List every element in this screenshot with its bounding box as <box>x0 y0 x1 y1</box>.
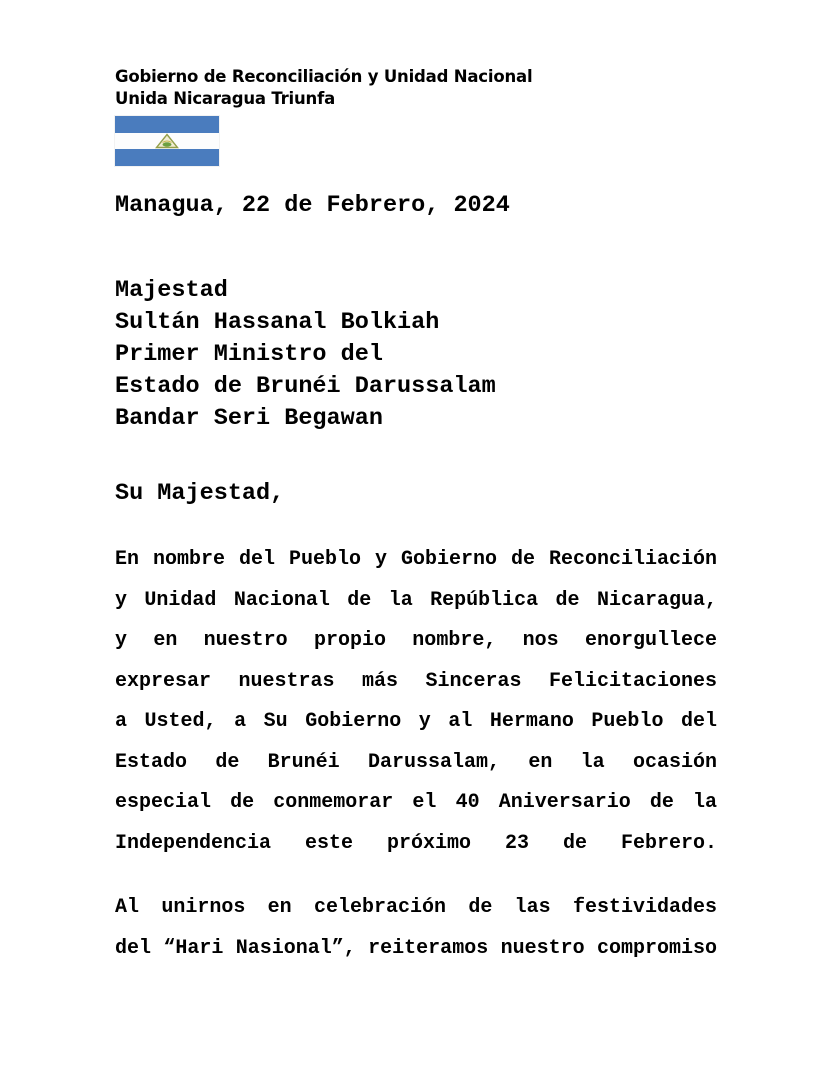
paragraph-1-line: y Unidad Nacional de la República de Nicaragua, <box>115 588 717 612</box>
paragraph-2 <box>115 888 717 969</box>
recipient-line-city: Bandar Seri Begawan <box>115 405 383 432</box>
letterhead <box>115 66 717 166</box>
paragraph-1-line: Estado de Brunéi Darussalam, en la ocasión <box>115 750 717 774</box>
paragraph-1-line: y en nuestro propio nombre, nos enorgullece <box>115 629 717 652</box>
flag-coat-of-arms-icon <box>155 133 179 149</box>
recipient-line-name: Sultán Hassanal Bolkiah <box>115 309 440 336</box>
paragraph-1 <box>115 540 717 864</box>
letterhead-line2: Unida Nicaragua Triunfa <box>115 89 336 108</box>
paragraph-1-line: expresar nuestras más Sinceras Felicitaciones <box>115 669 717 693</box>
paragraph-1-line: En nombre del Pueblo y Gobierno de Reconciliación <box>115 548 717 571</box>
paragraph-1-line: Independencia este próximo 23 de Febrero. <box>115 831 717 855</box>
recipient-line-role: Primer Ministro del <box>115 341 383 368</box>
salutation: Su Majestad, <box>115 480 285 507</box>
date-line: Managua, 22 de Febrero, 2024 <box>115 192 510 219</box>
paragraph-1-line: a Usted, a Su Gobierno y al Hermano Pueblo del <box>115 710 717 733</box>
recipient-line-state: Estado de Brunéi Darussalam <box>115 373 496 400</box>
nicaragua-flag <box>115 116 219 166</box>
letterhead-line1: Gobierno de Reconciliación y Unidad Nacional <box>115 67 533 86</box>
paragraph-1-line: especial de conmemorar el 40 Aniversario de la <box>115 791 717 814</box>
flag-stripe-blue-top <box>115 116 219 133</box>
flag-stripe-blue-bottom <box>115 149 219 166</box>
flag-stripe-white <box>115 133 219 150</box>
letter-content <box>115 66 717 969</box>
paragraph-2-line: Al unirnos en celebración de las festividades <box>115 896 717 919</box>
recipient-line-title: Majestad <box>115 277 228 304</box>
recipient-block <box>115 275 717 435</box>
paragraph-2-line: del “Hari Nasional”, reiteramos nuestro compromiso <box>115 936 717 960</box>
